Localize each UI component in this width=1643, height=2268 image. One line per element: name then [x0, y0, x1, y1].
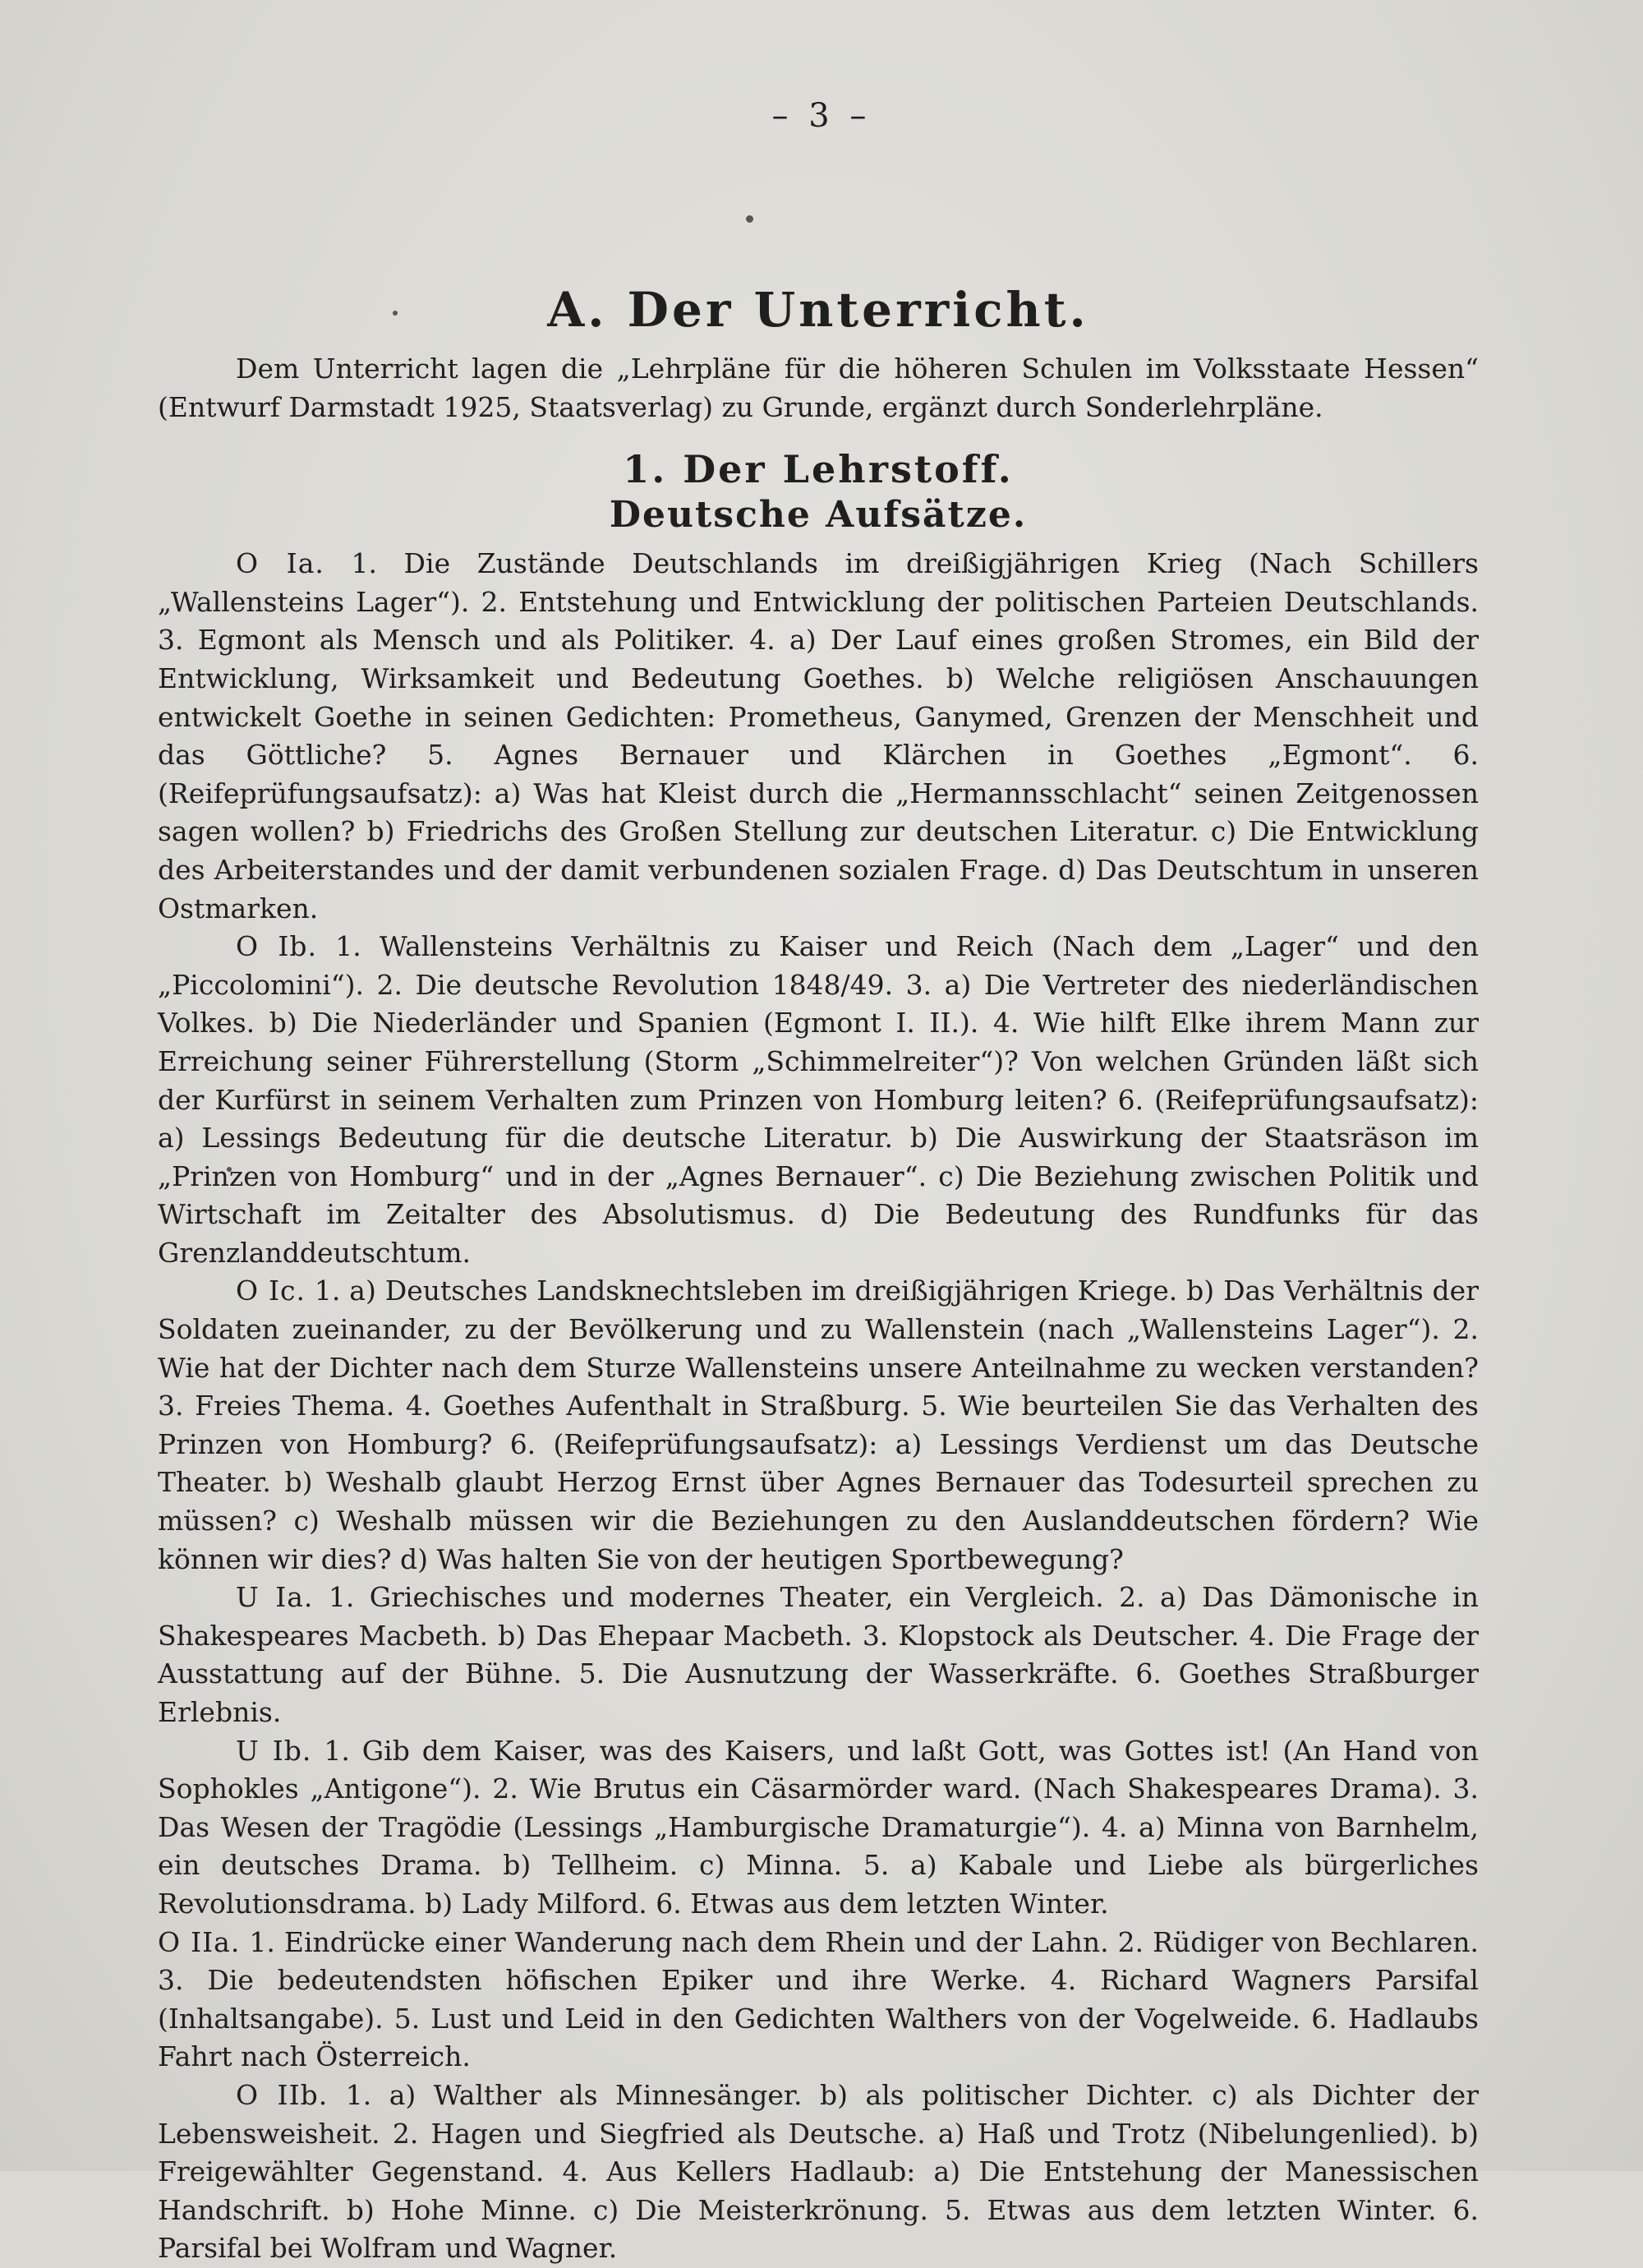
class-topics: 1. Eindrücke einer Wanderung nach dem Rhein und der Lahn. 2. Rüdiger von Bechlaren. 3. Die bedeutendsten höfischen Epiker und ihre Werke. 4. Richard Wagners Parsifal (Inhaltsangabe). 5. Lust und Leid in den Gedichten Walthers von der Vogelweide. 6. Hadlaubs Fahrt nach Österreich.	[158, 1925, 1479, 2073]
page-number: – 3 –	[771, 97, 872, 135]
print-speck	[746, 215, 753, 223]
page-content	[158, 273, 1479, 2268]
class-entry-o-ic	[158, 1272, 1479, 1579]
subject-heading: Deutsche Aufsätze.	[609, 494, 1028, 537]
class-topics: 1. Die Zustände Deutschlands im dreißigjährigen Krieg (Nach Schillers „Wallensteins Lager“). 2. Entstehung und Entwicklung der politischen Parteien Deutschlands. 3. Egmont als Mensch und als Politiker. 4. a) Der Lauf eines großen Stromes, ein Bild der Entwicklung, Wirksamkeit und Bedeutung Goethes. b) Welche religiösen Anschauungen entwickelt Goethe in seinen Gedichten: Prometheus, Ganymed, Grenzen der Menschheit und das Göttliche? 5. Agnes Bernauer und Klärchen in Goethes „Egmont“. 6. (Reifeprüfungsaufsatz): a) Was hat Kleist durch die „Hermannsschlacht“ seinen Zeitgenossen sagen wollen? b) Friedrichs des Großen Stellung zur deutschen Literatur. c) Die Entwicklung des Arbeiterstandes und der damit verbundenen sozialen Frage. d) Das Deutschtum in unseren Ostmarken.	[158, 547, 1479, 924]
class-label: O IIb.	[236, 2078, 329, 2111]
class-label: O IIa.	[158, 1925, 241, 1958]
class-topics: 1. a) Walther als Minnesänger. b) als politischer Dichter. c) als Dichter der Lebensweisheit. 2. Hagen und Siegfried als Deutsche. a) Haß und Trotz (Nibelungenlied). b) Freigewählter Gegenstand. 4. Aus Kellers Hadlaub: a) Die Entstehung der Manessischen Handschrift. b) Hohe Minne. c) Die Meisterkrönung. 5. Etwas aus dem letzten Winter. 6. Parsifal bei Wolfram und Wagner.	[158, 2078, 1479, 2265]
class-entry-o-iib	[158, 2077, 1479, 2268]
class-label: U Ib.	[236, 1734, 312, 1767]
class-topics: 1. Wallensteins Verhältnis zu Kaiser und Reich (Nach dem „Lager“ und den „Piccolomini“). 2. Die deutsche Revolution 1848/49. 3. a) Die Vertreter des niederländischen Volkes. b) Die Niederländer und Spanien (Egmont I. II.). 4. Wie hilft Elke ihrem Mann zur Erreichung seiner Führerstellung (Storm „Schimmelreiter“)? Von welchen Gründen läßt sich der Kurfürst in seinem Verhalten zum Prinzen von Homburg leiten? 6. (Reifeprüfungsaufsatz): a) Lessings Bedeutung für die deutsche Literatur. b) Die Auswirkung der Staatsräson im „Prinzen von Homburg“ und in der „Agnes Bernauer“. c) Die Beziehung zwischen Politik und Wirtschaft im Zeitalter des Absolutismus. d) Die Bedeutung des Rundfunks für das Grenzlanddeutschtum.	[158, 930, 1479, 1269]
class-entry-o-ib	[158, 928, 1479, 1272]
class-entry-o-ia	[158, 545, 1479, 928]
class-entry-u-ib	[158, 1732, 1479, 1924]
class-label: O Ib.	[236, 930, 317, 963]
class-label: U Ia.	[236, 1581, 314, 1614]
section-heading: A. Der Unterricht.	[547, 282, 1089, 338]
class-topics: 1. Griechisches und modernes Theater, ein Vergleich. 2. a) Das Dämonische in Shakespeares Macbeth. b) Das Ehepaar Macbeth. 3. Klopstock als Deutscher. 4. Die Frage der Ausstattung auf der Bühne. 5. Die Ausnutzung der Wasserkräfte. 6. Goethes Straßburger Erlebnis.	[158, 1581, 1479, 1728]
intro-paragraph: Dem Unterricht lagen die „Lehrpläne für die höheren Schulen im Volksstaate Hessen“ (Entwurf Darmstadt 1925, Staatsverlag) zu Grunde, ergänzt durch Sonderlehrpläne.	[158, 353, 1479, 423]
class-topics: 1. Gib dem Kaiser, was des Kaisers, und laßt Gott, was Gottes ist! (An Hand von Sophokles „Antigone“). 2. Wie Brutus ein Cäsarmörder ward. (Nach Shakespeares Drama). 3. Das Wesen der Tragödie (Lessings „Hamburgische Dramaturgie“). 4. a) Minna von Barnhelm, ein deutsches Drama. b) Tellheim. c) Minna. 5. a) Kabale und Liebe als bürgerliches Revolutionsdrama. b) Lady Milford. 6. Etwas aus dem letzten Winter.	[158, 1734, 1479, 1920]
class-topics: 1. a) Deutsches Landsknechtsleben im dreißigjährigen Kriege. b) Das Verhältnis der Soldaten zueinander, zu der Bevölkerung und zu Wallenstein (nach „Wallensteins Lager“). 2. Wie hat der Dichter nach dem Sturze Wallensteins unsere Anteilnahme zu wecken verstanden? 3. Freies Thema. 4. Goethes Aufenthalt in Straßburg. 5. Wie beurteilen Sie das Verhalten des Prinzen von Homburg? 6. (Reifeprüfungsaufsatz): a) Lessings Verdienst um das Deutsche Theater. b) Weshalb glaubt Herzog Ernst über Agnes Bernauer das Todesurteil sprechen zu müssen? c) Weshalb müssen wir die Beziehungen zu den Auslanddeutschen fördern? Wie können wir dies? d) Was halten Sie von der heutigen Sportbewegung?	[158, 1275, 1479, 1575]
subsection-heading: 1. Der Lehrstoff.	[623, 447, 1014, 492]
class-label: O Ic.	[236, 1275, 306, 1307]
class-label: O Ia.	[236, 547, 324, 580]
class-entry-u-ia	[158, 1579, 1479, 1731]
class-entry-o-iia	[158, 1924, 1479, 2077]
